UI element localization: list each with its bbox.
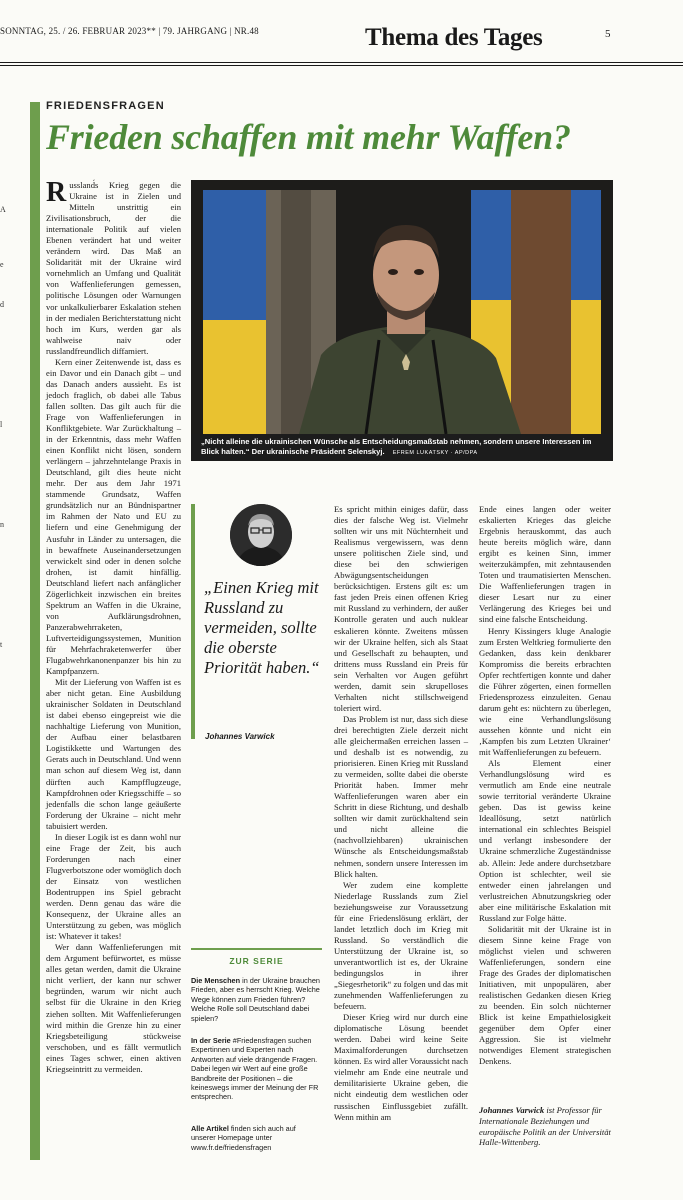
quote-author: Johannes Varwick — [205, 732, 275, 741]
page-number: 5 — [605, 28, 611, 40]
series-text: in der Ukraine brauchen Frieden, aber es herrscht Krieg. Welche Wege können zum Frieden führen? Welche Rolle soll Deutschland dabei spielen? — [191, 976, 320, 1023]
section-title: Thema des Tages — [365, 24, 543, 51]
paragraph: Solidarität mit der Ukraine ist in diesem Sinne keine Frage von möglichst vielen und schweren Waffenlieferungen, sondern eine Frage des Grades der diplomatischen Initiativen, mit unpopulären, aber realistischen Gedanken diesen Krieg zu beenden. Ein solch nüchterner Blick ist keine Empathielosigkeit gegenüber dem Opfer einer Aggression. Sie ist vielmehr notwendiges Element strategischen Denkens. — [479, 923, 611, 1067]
bio-text: ist Professor für Internationale Beziehungen und europäische Politik an der Universität Halle-Wittenberg. — [479, 1105, 611, 1148]
paragraph: Kern einer Zeitenwende ist, dass es ein Davor und ein Danach gibt – und das Danach anders aussieht. Es ist jedoch fraglich, ob dabei alle Tabus fallen sollten. Das gilt auch für die Frage von Waffenlieferungen in Konfliktgebiete. War Zurückhaltung – in der Erkenntnis, dass mehr Waffen einen Konflikt nicht lösen, sondern verlängern – jahrzehntelange Praxis in Deutschland, gilt dies heute nicht mehr. Der aus dem Jahr 1971 stammende Grundsatz, Waffen grundsätzlich nur an Bündnispartner im Rahmen der Nato und EU zu liefern und eine Genehmigung der Ausfuhr in Länder zu untersagen, die in bewaffnete Auseinandersetzungen verwickelt sind oder in denen solche drohen, ist damit hinfällig. Deutschland liefert nach anfänglicher Zögerlichkeit inzwischen ein breites Spektrum an Waffen in die Ukraine, von Aufklärungsdrohnen, Panzerabwehrraketen, Luftverteidigungssystemen, Munition für Mehrfachraketenwerfer über Flugabwehrkanonenpanzer bis hin zu Kampfpanzern. — [46, 356, 181, 677]
quote-accent-bar — [191, 504, 195, 739]
paragraph: Das Problem ist nur, dass sich diese drei berechtigten Ziele derzeit nicht alle gleichermaßen erreichen lassen – und deshalb ist es notwendig, zu priorisieren. Einen Krieg mit Russland zu vermeiden, sollte dabei die oberste Priorität haben. Immer mehr Waffenlieferungen waren aber ein Schritt in diese Richtung, und deshalb sollten wir damit zurückhaltend sein und nicht alleine die (nachvollziehbaren) ukrainischen Wünsche als Entscheidungsmaßstab nehmen, sondern unsere Interessen im Blick halten. — [334, 713, 468, 879]
photo-illustration — [191, 180, 613, 434]
author-bio — [479, 1105, 611, 1148]
top-rule-thin — [0, 65, 683, 66]
paragraph: Wer zudem eine komplette Niederlage Russlands zum Ziel beziehungsweise zur Voraussetzung für eine Friedenslösung erklärt, der landet letztlich doch im Krieg mit Russland. So verständlich die Unterstützung der Ukraine ist, so unverantwortlich ist es, der Ukraine bedingungslos in ihrer „Siegesrhetorik“ zu folgen und das mit zunehmenden Waffenlieferungen zu befeuern. — [334, 879, 468, 1012]
margin-fragment: n — [0, 520, 4, 529]
margin-fragment: A — [0, 205, 6, 214]
paragraph: Ende eines langen oder weiter eskalierten Krieges das gleiche Ergebnis herauskommt, das auch heute bereits möglich wäre, dann ergibt es keinen Sinn, immer weiterzukämpfen, mit zehntausenden Toten und traumatisierten Menschen. Die Waffenlieferungen tragen in dieser Lesart nur zu einer Verlängerung des Krieges bei und sind eine falsche Entscheidung. — [479, 504, 611, 625]
margin-fragment: d — [0, 300, 4, 309]
paragraph: In dieser Logik ist es dann wohl nur eine Frage der Zeit, bis auch Forderungen nach einer Flugverbotszone oder womöglich doch der Einsatz von westlichen Bodentruppen ins Spiel gebracht werden. Denn genau das wäre die Konsequenz, der Ukraine alles an Unterstützung zu geben, was möglich ist: Whatever it takes! — [46, 831, 181, 942]
series-text: finden sich auch auf unserer Homepage unter www.fr.de/friedensfragen — [191, 1124, 296, 1152]
series-rule — [191, 948, 322, 950]
series-lead: Die Menschen — [191, 976, 241, 985]
author-portrait — [230, 504, 292, 566]
margin-fragment: t — [0, 640, 3, 649]
green-side-bar — [30, 102, 40, 1160]
series-paragraph — [191, 1036, 322, 1102]
portrait-illustration — [230, 504, 292, 566]
bio-name: Johannes Varwick — [479, 1105, 545, 1115]
paragraph: Henry Kissingers kluge Analogie zum Ersten Weltkrieg formulierte den Gedanken, dass kein denkbarer Kompromiss die bereits erbrachten Opfer rechtfertigen konnte und daher die Führer zögerten, einen formellen Friedensprozess einzuleiten. Genau darum geht es: nüchtern zu überlegen, wie eine Verhandlungslösung aussehen könnte und nicht ein ‚Kampfen bis zum Letzten Ukrainer‘ mit Waffenlieferungen zu befeuern. — [479, 625, 611, 758]
headline: Frieden schaffen mit mehr Waffen? — [46, 117, 571, 157]
date-line: SONNTAG, 25. / 26. FEBRUAR 2023** | 79. JAHRGANG | NR.48 — [0, 26, 259, 36]
top-rule — [0, 62, 683, 63]
article-column-4 — [479, 504, 611, 1067]
photo-credit: EFREM LUKATSKY · AP/DPA — [392, 449, 478, 456]
series-heading: ZUR SERIE — [229, 956, 284, 966]
paragraph: Dieser Krieg wird nur durch eine diplomatische Lösung beendet werden. Dabei wird keine Seite Maximalforderungen durchsetzen können. Es wird aller Voraussicht nach vielmehr am Ende eine neutrale und demilitarisierte Ukraine geben, die nicht eindeutig dem westlichen oder russischen Einflussgebiet zufällt. Wenn mithin am — [334, 1012, 468, 1122]
caption-text: „Nicht alleine die ukrainischen Wünsche als Entscheidungsmaßstab nehmen, sondern unsere Interessen im Blick halten.“ Der ukrainische Präsident Selenskyj. — [201, 437, 592, 456]
paragraph: Es spricht mithin einiges dafür, dass dies der falsche Weg ist. Vielmehr sollten wir uns mit Nüchternheit und Realismus vergewissern, was denn unsere politischen Ziele sind, und diese bei den schwierigen Abwägungsentscheidungen berücksichtigen. Erstens gilt es: um fast jeden Preis einen offenen Krieg mit Russland zu verhindern, der außer Kontrolle geraten und auch nuklear eskalieren könnte. Zweitens müssen wir der Ukraine helfen, sich als Staat und Gesellschaft zu behaupten, und drittens muss Russland ein Preis für sein Verhalten vor Augen geführt werden, damit sein skrupelloses Verhalten nicht stillschweigend toleriert wird. — [334, 504, 468, 713]
dropcap: R — [46, 177, 67, 208]
series-paragraph — [191, 976, 322, 1023]
series-lead: Alle Artikel — [191, 1124, 229, 1133]
paragraph: ussland́s Krieg gegen die Ukraine ist in Zielen und Mitteln unstrittig ein Zivilisationsbruch, der die internationale Politik auf vielen Ebenen verändert hat und weiter verändern wird. Das Maß an Solidarität mit der Ukraine wird vornehmlich an Umfang und Qualität von Waffenlieferungen gemessen, politische Lösungen oder Warnungen vor unkalkulierbarer Eskalation stehen in der medialen Berichterstattung nicht hoch im Kurs, werden gar als wahlweise naiv oder russlandfreundlich diffamiert. — [46, 180, 181, 356]
series-paragraph — [191, 1124, 322, 1152]
margin-fragment: l — [0, 420, 3, 429]
selenskyj-photo — [191, 180, 613, 460]
article-column-3 — [334, 504, 468, 1123]
series-text: #Friedensfragen suchen Expertinnen und Experten nach Antworten auf viele drängende Fragen. Dabei legen wir Wert auf eine große Bandbreite der Positionen – die keineswegs immer der Meinung der FR entsprechen. — [191, 1036, 319, 1102]
kicker: FRIEDENSFRAGEN — [46, 100, 165, 112]
pull-quote: „Einen Krieg mit Russland zu vermeiden, sollte die oberste Priorität haben.“ — [204, 578, 320, 677]
photo-caption — [191, 434, 613, 461]
margin-fragment: e — [0, 260, 4, 269]
article-column-1 — [46, 177, 181, 1075]
series-lead: In der Serie — [191, 1036, 231, 1045]
paragraph: Mit der Lieferung von Waffen ist es aber nicht getan. Eine Ausbildung ukrainischer Soldaten in Deutschland ist dabei ebenso eingepreist wie die nachhaltige Lieferung von Munition, der Aufbau einer belastbaren Logistikkette und Wartungen des Gerats auch in Deutschland. Und wenn man schon auf diesem Weg ist, dann dürften auch Kampfflugzeuge, Kampfdrohnen oder Kriegsschiffe – so jedenfalls die schon lange geäußerte Forderung der Ukraine – nicht mehr tabuisiert werden. — [46, 677, 181, 831]
paragraph: Als Element einer Verhandlungslösung wird es vermutlich am Ende eine neutrale sowie territorial veränderte Ukraine geben. Das ist gewiss keine Ideallösung, setzt natürlich international ein schlechtes Beispiel und verlangt insbesondere der Ukraine schmerzliche Zugeständnisse ab. Allein: Jede andere durchsetzbare Option ist schlechter, weil sie entweder einen jahrelangen und verlustreichen Abnutzungskrieg oder aber eine militärische Eskalation mit Russland zur Folge hätte. — [479, 758, 611, 923]
paragraph: Wer dann Waffenlieferungen mit dem Argument befürwortet, es müsse alles getan werden, damit die Ukraine nicht verliert, der kann nur schwer begründen, warum wir nicht auch selbst für die Ukraine in den Krieg ziehen sollten. Mit Waffenlieferungen wird mithin die Grenze hin zu einer Kriegsbeteiligung stückweise verschoben, und es fällt vermutlich eines Tages schwer, einen aktiven Kriegseintritt zu vermeiden. — [46, 942, 181, 1074]
